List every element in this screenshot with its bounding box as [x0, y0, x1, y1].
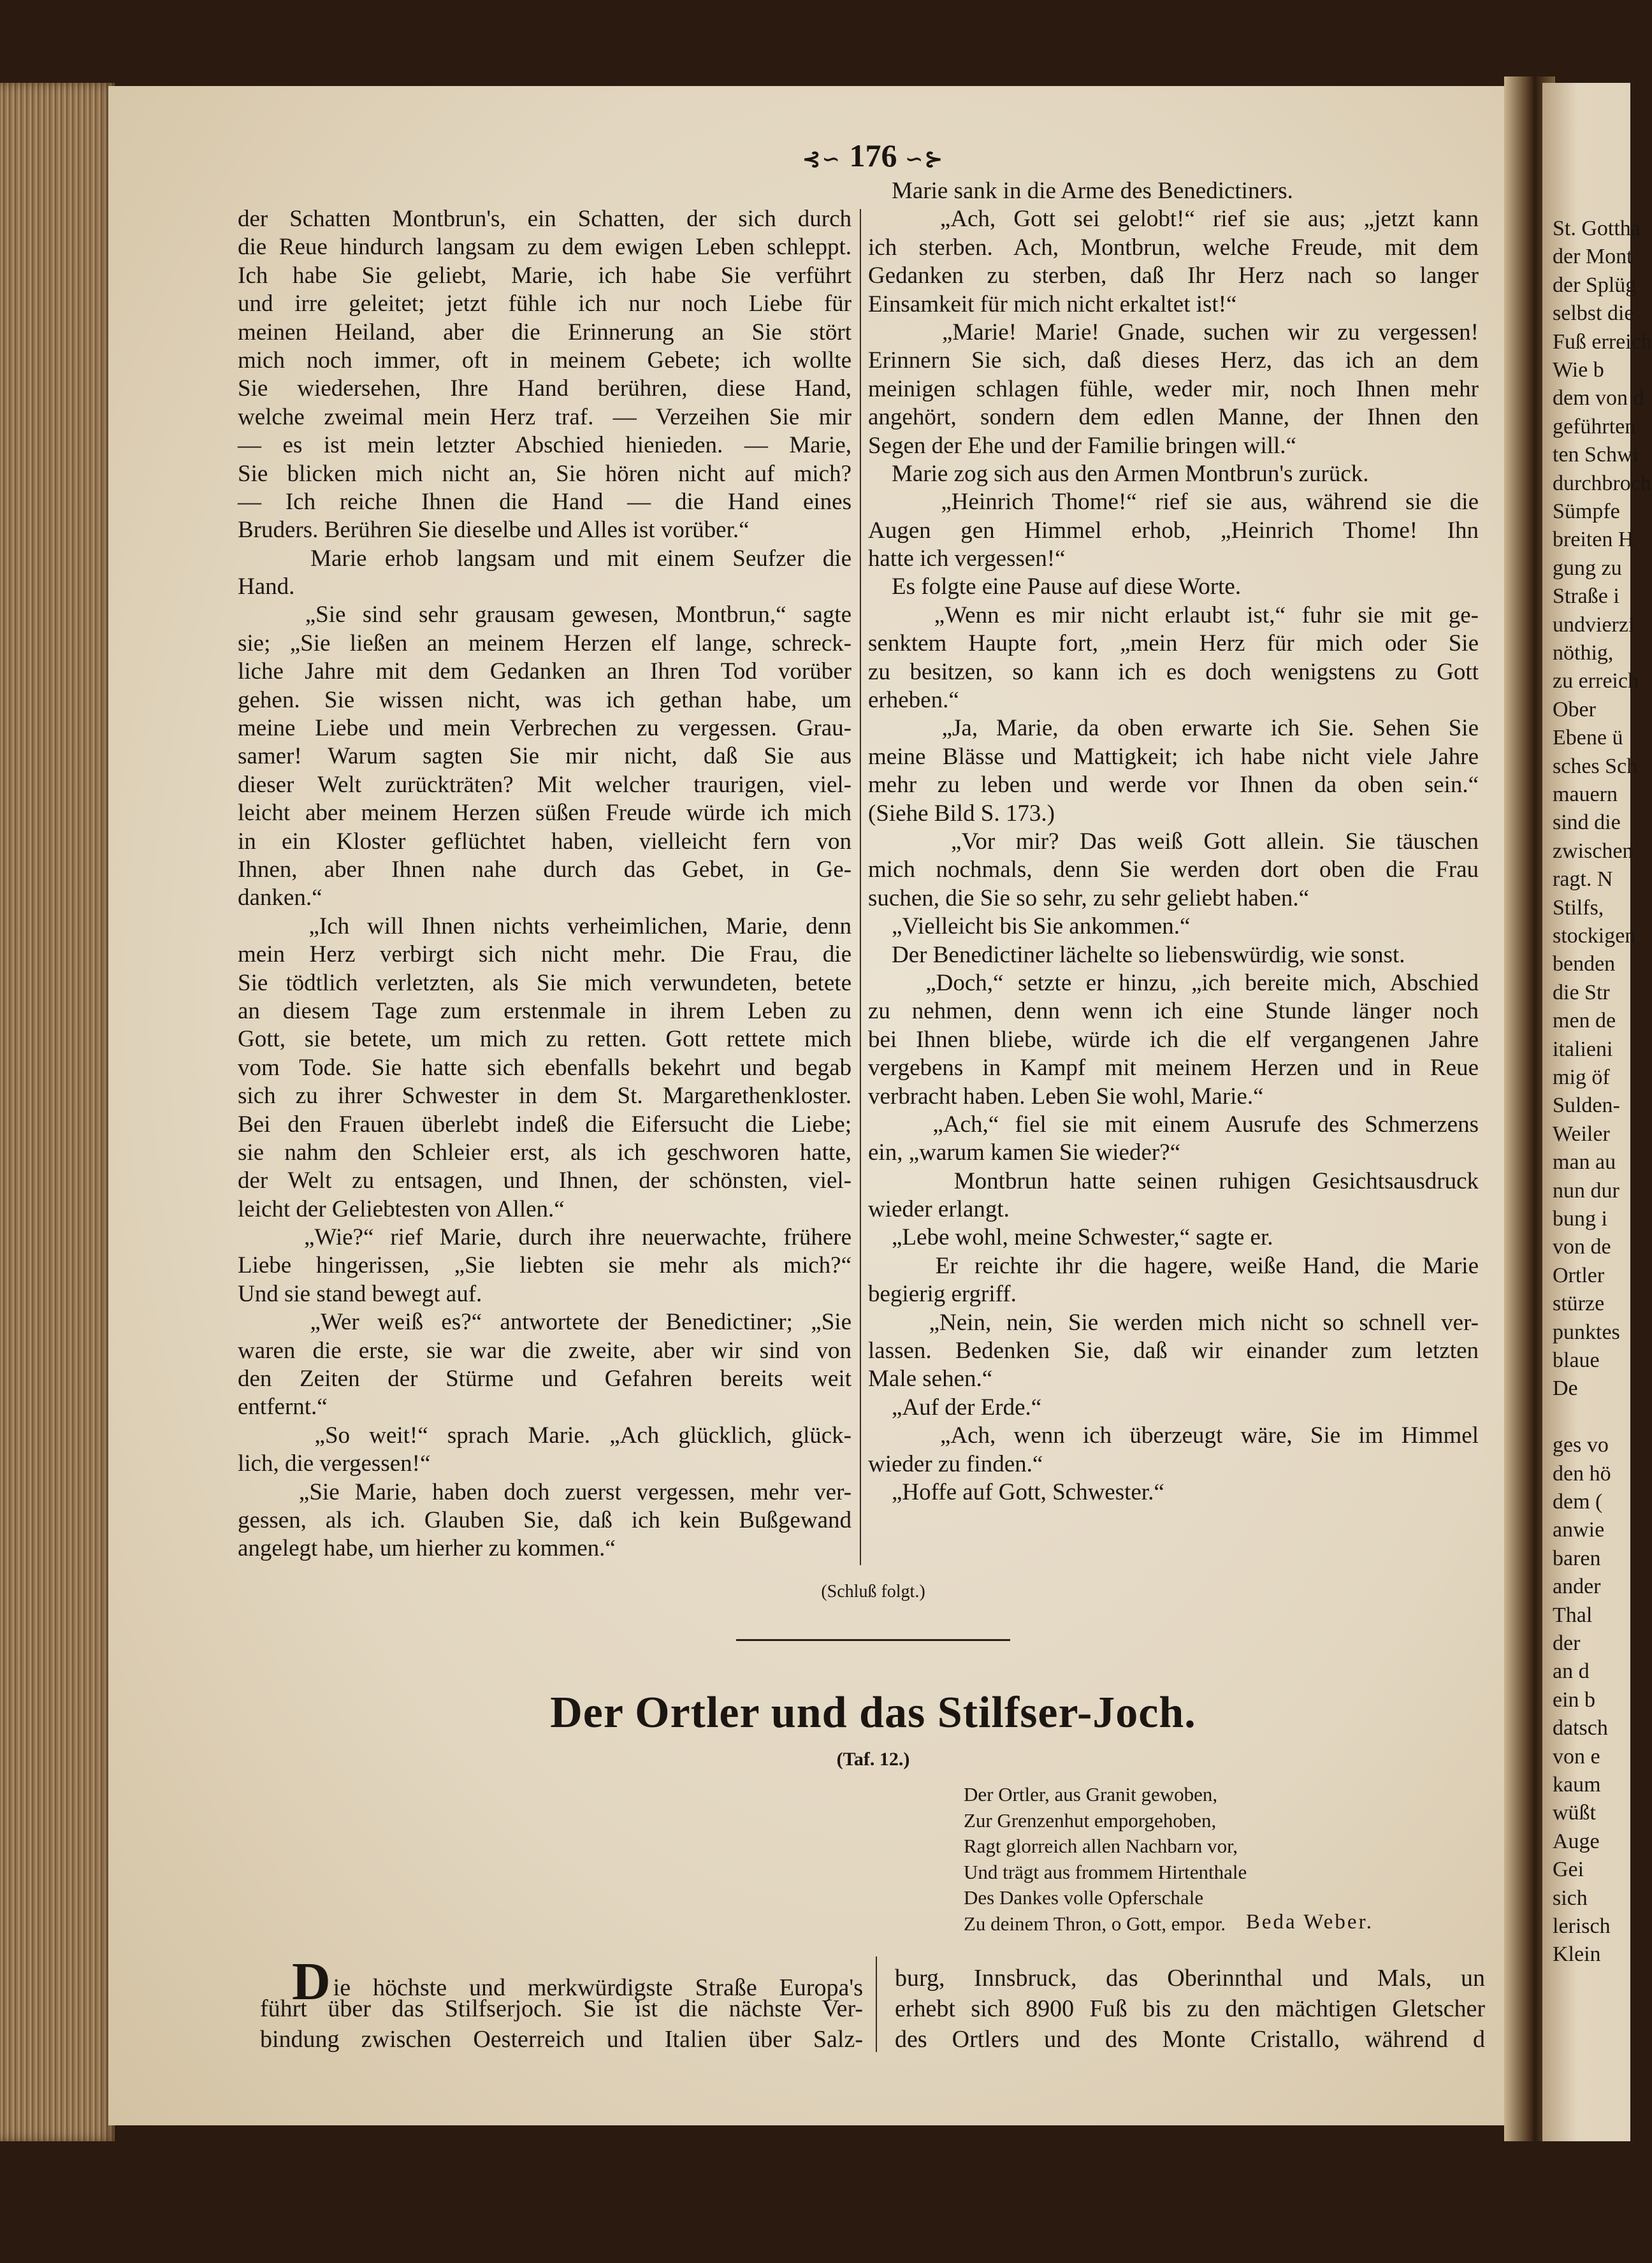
next-page-text-fragment: ragt. N — [1553, 867, 1613, 892]
continuation-note: (Schluß folgt.) — [821, 1582, 925, 1601]
text-line: mehr zu leben und werde vor Ihnen da oben sein.“ — [868, 772, 1479, 799]
text-line: angelegt habe, um hierher zu kommen.“ — [238, 1535, 616, 1562]
next-page-text-fragment: ander — [1553, 1575, 1601, 1599]
text-line: sie nahm den Schleier erst, als ich geschworen hatte, — [238, 1139, 851, 1166]
poem-line: Des Dankes volle Opferschale — [964, 1886, 1204, 1909]
text-line: Marie erhob langsam und mit einem Seufzer die — [238, 545, 851, 572]
text-line: „Wie?“ rief Marie, durch ihre neuerwachte, frühere — [238, 1224, 851, 1251]
text-line: samer! Warum sagten Sie mir nicht, daß Sie aus — [238, 743, 851, 770]
text-line: meine Blässe und Mattigkeit; ich habe nicht viele Jahre — [868, 743, 1479, 770]
next-page-text-fragment: Klein — [1553, 1942, 1601, 1967]
poem-author: Beda Weber. — [1245, 1911, 1373, 1934]
next-page-text-fragment: nöthig, — [1553, 641, 1614, 665]
next-page-text-fragment: den hö — [1553, 1461, 1611, 1486]
next-page-text-fragment: stockigen — [1553, 924, 1636, 948]
page-number-value: 176 — [849, 138, 897, 173]
next-page-text-fragment: die Str — [1553, 980, 1610, 1004]
next-page-text-fragment: italieni — [1553, 1037, 1613, 1061]
text-line: „Ich will Ihnen nichts verheimlichen, Marie, denn — [238, 913, 851, 939]
text-line: — Ich reiche Ihnen die Hand — die Hand eines — [238, 488, 851, 515]
article-body-right — [895, 1963, 1485, 2055]
poem-line: Zu deinem Thron, o Gott, empor. — [964, 1912, 1226, 1935]
text-line: lich, die vergessen!“ — [238, 1450, 431, 1477]
next-page-text-fragment: Ebene ü — [1553, 726, 1623, 750]
text-line: vergebens in Kampf mit meinem Herzen und in Reue — [868, 1055, 1479, 1081]
next-page-text-fragment: datsch — [1553, 1716, 1608, 1740]
text-line: „Ach, Gott sei gelobt!“ rief sie aus; „jetzt kann — [868, 206, 1479, 233]
next-page-text-fragment: Thal — [1553, 1603, 1593, 1627]
page-number — [765, 137, 982, 174]
next-page-text-fragment: ein b — [1553, 1688, 1596, 1712]
text-line: wieder erlangt. — [868, 1196, 1010, 1223]
text: ie höchste und merkwürdigste Straße Europa's — [333, 1974, 863, 2001]
text-line: meinen Heiland, aber die Erinnerung an Sie stört — [238, 319, 851, 345]
next-page-text-fragment: dem ( — [1553, 1490, 1603, 1514]
ornament-right: ∽⊱ — [905, 148, 944, 171]
text-line: in ein Kloster geflüchtet haben, vielleicht fern von — [238, 828, 851, 855]
next-page-text-fragment: De — [1553, 1377, 1578, 1401]
text-line: suchen, die Sie so sehr, zu sehr geliebt haben.“ — [868, 885, 1310, 911]
next-page-text-fragment: ten Schwi — [1553, 443, 1639, 467]
ornament-left: ⊰∽ — [802, 148, 841, 171]
text-line: burg, Innsbruck, das Oberinnthal und Mals, un — [895, 1965, 1485, 1992]
text-line: „Heinrich Thome!“ rief sie aus, während sie die — [868, 489, 1479, 516]
text-line: „Ach,“ fiel sie mit einem Ausrufe des Schmerzens — [868, 1111, 1479, 1138]
next-page-text-fragment: geführten — [1553, 414, 1636, 438]
text-line: „Nein, nein, Sie werden mich nicht so schnell ver- — [868, 1309, 1479, 1336]
next-page-text-fragment: von de — [1553, 1235, 1611, 1259]
next-page-text-fragment: Auge — [1553, 1829, 1600, 1853]
text-line: mein Herz verbirgt sich nicht mehr. Die Frau, die — [238, 941, 851, 968]
text-line: bei Ihnen bliebe, würde ich die elf vergangenen Jahre — [868, 1026, 1479, 1053]
text-line: der Schatten Montbrun's, ein Schatten, der sich durch — [238, 206, 851, 232]
book-page-edges — [0, 83, 115, 2141]
text-line: Er reichte ihr die hagere, weiße Hand, die Marie — [868, 1252, 1479, 1279]
text-line: Gott, sie betete, um mich zu retten. Gott rettete mich — [238, 1026, 851, 1053]
text-line: ich sterben. Ach, Montbrun, welche Freude, mit dem — [868, 234, 1479, 261]
next-page-text-fragment: breiten H — [1553, 528, 1634, 552]
next-page-text-fragment: mig öf — [1553, 1066, 1610, 1089]
next-page-text-fragment: undvierzi — [1553, 612, 1635, 637]
next-page-text-fragment: mauern — [1553, 783, 1618, 806]
text-line: (Siehe Bild S. 173.) — [868, 800, 1055, 827]
next-page-text-fragment: von e — [1553, 1744, 1600, 1768]
text-line: welche zweimal mein Herz traf. — Verzeihen Sie mir — [238, 403, 851, 430]
next-page-text-fragment: kaum — [1553, 1773, 1601, 1797]
text-line: der Welt zu entsagen, und Ihnen, der schönsten, viel- — [238, 1168, 851, 1194]
text-line: Bruders. Berühren Sie dieselbe und Alles ist vorüber.“ — [238, 517, 750, 544]
article-title: Der Ortler und das Stilfser-Joch. — [550, 1688, 1196, 1737]
poem-line: Ragt glorreich allen Nachbarn vor, — [964, 1835, 1238, 1857]
text-line: danken.“ — [238, 885, 322, 911]
text-line: und irre geleitet; jetzt fühle ich nur noch Liebe für — [238, 291, 851, 317]
text-line: Der Benedictiner lächelte so liebenswürdig, wie sonst. — [868, 941, 1405, 968]
column-divider-bottom — [876, 1956, 877, 2052]
next-page-text-fragment: der Mont — [1553, 245, 1633, 269]
text-line: „Auf der Erde.“ — [868, 1394, 1042, 1421]
text-line: „Marie! Marie! Gnade, suchen wir zu vergessen! — [868, 319, 1479, 345]
next-page-text-fragment: benden — [1553, 952, 1616, 976]
text-line: entfernt.“ — [238, 1394, 328, 1421]
text-line: Und sie stand bewegt auf. — [238, 1280, 482, 1307]
article-body-left — [260, 1952, 863, 2055]
text-line: meinigen schlagen fühle, weder mir, noch Ihnen mehr — [868, 375, 1479, 402]
next-page-text-fragment: man au — [1553, 1150, 1616, 1175]
text-line: Marie sank in die Arme des Benedictiners. — [868, 178, 1293, 204]
text-line: hatte ich vergessen!“ — [868, 546, 1066, 572]
text-line: angehört, sondern dem edlen Manne, der Ihnen den — [868, 404, 1479, 431]
text-line: dieser Welt zurückträten? Mit welcher traurigen, viel- — [238, 771, 851, 798]
text-line: „Ach, wenn ich überzeugt wäre, Sie im Himmel — [868, 1422, 1479, 1449]
text-line: verbracht haben. Leben Sie wohl, Marie.“ — [868, 1083, 1264, 1110]
text-line: liche Jahre mit dem Gedanken an Ihren Tod vorüber — [238, 658, 851, 685]
text-line: Ihnen, aber Ihnen nahe durch das Gebet, in Ge- — [238, 856, 851, 883]
text-line: „So weit!“ sprach Marie. „Ach glücklich, glück- — [238, 1422, 851, 1449]
next-page-text-fragment: ges vo — [1553, 1433, 1609, 1457]
text-line: Montbrun hatte seinen ruhigen Gesichtsausdruck — [868, 1168, 1479, 1194]
next-page-text-fragment: anwie — [1553, 1518, 1605, 1542]
next-page-text-fragment: sches Sch — [1553, 754, 1638, 778]
text-line: „Sie Marie, haben doch zuerst vergessen, mehr ver- — [238, 1479, 851, 1505]
next-page-text-fragment: gung zu — [1553, 556, 1622, 580]
text-line: führt über das Stilfserjoch. Sie ist die nächste Ver- — [260, 1995, 863, 2022]
text-line: meine Liebe und mein Verbrechen zu vergessen. Grau- — [238, 715, 851, 742]
next-page-text-fragment: men de — [1553, 1009, 1616, 1033]
text-line: Sie wiedersehen, Ihre Hand berühren, diese Hand, — [238, 375, 851, 402]
text-line: an diesem Tage zum erstenmale in ihrem Leben zu — [238, 997, 851, 1024]
drop-cap: D — [292, 1952, 331, 2011]
next-page-text-fragment: dem von d — [1553, 386, 1644, 410]
text-line: „Vielleicht bis Sie ankommen.“ — [868, 913, 1191, 940]
next-page-text-fragment: St. Gottha — [1553, 217, 1641, 240]
next-page-text-fragment: Sulden- — [1553, 1094, 1620, 1118]
text-line: Bei den Frauen überlebt indeß die Eifersucht die Liebe; — [238, 1111, 851, 1138]
next-page-text-fragment: der Splüg — [1553, 273, 1637, 297]
text-line: — es ist mein letzter Abschied hienieden. — Marie, — [238, 432, 851, 459]
text-line: erheben.“ — [868, 687, 959, 714]
next-page-text-fragment: an d — [1553, 1659, 1590, 1684]
text-line: Sie blicken mich nicht an, Sie hören nicht auf mich? — [238, 460, 851, 487]
text-line: „Lebe wohl, meine Schwester,“ sagte er. — [868, 1224, 1273, 1251]
text-line: gessen, als ich. Glauben Sie, daß ich kein Bußgewand — [238, 1507, 851, 1533]
text-line: Sie tödtlich verletzten, als Sie mich verwundeten, betete — [238, 969, 851, 996]
text-line: Hand. — [238, 574, 295, 600]
text-line: Marie zog sich aus den Armen Montbrun's zurück. — [868, 460, 1369, 487]
text-line: Male sehen.“ — [868, 1366, 993, 1392]
text-line: waren die erste, sie war die zweite, aber wir sind von — [238, 1337, 851, 1364]
next-page-text-fragment: Gei — [1553, 1858, 1584, 1882]
next-page-text-fragment: selbst die — [1553, 301, 1634, 326]
poem-line: Zur Grenzenhut emporgehoben, — [964, 1809, 1217, 1832]
text-line: „Vor mir? Das weiß Gott allein. Sie täuschen — [868, 828, 1479, 855]
story-right-column — [868, 177, 1479, 1507]
text-line: „Wer weiß es?“ antwortete der Benedictiner; „Sie — [238, 1309, 851, 1336]
text-line: bindung zwischen Oesterreich und Italien über Salz- — [260, 2026, 863, 2053]
text-line: den Zeiten der Stürme und Gefahren bereits weit — [238, 1366, 851, 1392]
text-line: Augen gen Himmel erhob, „Heinrich Thome! Ihn — [868, 517, 1479, 544]
text-line: „Ja, Marie, da oben erwarte ich Sie. Sehen Sie — [868, 715, 1479, 742]
next-page-text-fragment: baren — [1553, 1546, 1601, 1570]
text-line: gehen. Sie wissen nicht, was ich gethan habe, um — [238, 686, 851, 713]
text-line: „Hoffe auf Gott, Schwester.“ — [868, 1479, 1164, 1505]
text-line: „Wenn es mir nicht erlaubt ist,“ fuhr sie mit ge- — [868, 602, 1479, 628]
text-line: Einsamkeit für mich nicht erkaltet ist!“ — [868, 291, 1237, 317]
text-line: mich nochmals, denn Sie werden dort oben die Frau — [868, 857, 1479, 883]
column-divider — [860, 209, 861, 1565]
next-page-text-fragment: Weiler — [1553, 1122, 1610, 1146]
next-page-text-fragment: stürze — [1553, 1292, 1605, 1316]
text-line: „Doch,“ setzte er hinzu, „ich bereite mich, Abschied — [868, 969, 1479, 996]
text-line: „Sie sind sehr grausam gewesen, Montbrun,“ sagte — [238, 602, 851, 628]
next-page-text-fragment: Stilfs, — [1553, 895, 1604, 920]
text-line: Gedanken zu sterben, daß Ihr Herz nach so langer — [868, 263, 1479, 289]
next-page-text-fragment: Ortler — [1553, 1263, 1605, 1287]
next-page-text-fragment: lerisch — [1553, 1914, 1611, 1938]
text-line: sich zu ihrer Schwester in dem St. Margarethenkloster. — [238, 1083, 851, 1110]
text-line: mich noch immer, oft in meinem Gebete; ich wollte — [238, 347, 851, 373]
next-page-text-fragment: Sümpfe — [1553, 500, 1620, 523]
next-page-text-fragment: sind die — [1553, 811, 1621, 835]
poem-line: Der Ortler, aus Granit gewoben, — [964, 1783, 1218, 1805]
next-page-text-fragment: Straße i — [1553, 584, 1619, 609]
section-divider — [736, 1639, 1010, 1641]
next-page-text-fragment: punktes — [1553, 1320, 1620, 1344]
text-line: des Ortlers und des Monte Cristallo, während d — [895, 2026, 1485, 2053]
poem-line: Und trägt aus frommem Hirtenthale — [964, 1860, 1247, 1883]
text-line: wieder zu finden.“ — [868, 1450, 1043, 1477]
text-line: Es folgte eine Pause auf diese Worte. — [868, 574, 1242, 600]
text-line: senktem Haupte fort, „mein Herz für mich oder Sie — [868, 630, 1479, 657]
text-line: erhebt sich 8900 Fuß bis zu den mächtigen Gletscher — [895, 1995, 1485, 2022]
next-page-sliver — [1542, 83, 1652, 2141]
next-page-text-fragment: blaue — [1553, 1348, 1600, 1372]
next-page-text-fragment: Wie b — [1553, 358, 1604, 382]
next-page-text-fragment: nun dur — [1553, 1178, 1619, 1203]
text-line: die Reue hindurch langsam zu dem ewigen Leben schleppt. — [238, 234, 851, 261]
next-page-text-fragment: sich — [1553, 1886, 1588, 1910]
text-line: Erinnern Sie sich, daß dieses Herz, das ich an dem — [868, 347, 1479, 374]
next-page-text-fragment: durchbroch — [1553, 471, 1651, 495]
text-line: leicht aber meinem Herzen süßen Freude würde ich mich — [238, 800, 851, 827]
text-line: vom Tode. Sie hatte sich ebenfalls bekehrt und begab — [238, 1054, 851, 1081]
next-page-text-fragment: zu erreich — [1553, 669, 1639, 693]
text-line: begierig ergriff. — [868, 1281, 1017, 1308]
next-page-text-fragment: wüßt — [1553, 1801, 1596, 1825]
text-line: Ich habe Sie geliebt, Marie, ich habe Sie verführt — [238, 262, 851, 289]
next-page-text-fragment: der — [1553, 1631, 1581, 1655]
next-page-text-fragment: Ober — [1553, 697, 1596, 721]
text-line: zu nehmen, denn wenn ich eine Stunde länger noch — [868, 998, 1479, 1025]
story-left-column — [238, 205, 851, 1563]
next-page-text-fragment: Fuß erreich — [1553, 329, 1652, 354]
text-line: Segen der Ehe und der Familie bringen will.“ — [868, 432, 1296, 459]
text-line: leicht der Geliebtesten von Allen.“ — [238, 1196, 565, 1222]
text-line: lassen. Bedenken Sie, daß wir einander zum letzten — [868, 1338, 1479, 1364]
plate-reference: (Taf. 12.) — [836, 1749, 910, 1770]
text-line: Liebe hingerissen, „Sie liebten sie mehr als mich?“ — [238, 1252, 851, 1279]
text-line: zu besitzen, so kann ich es doch wenigstens zu Gott — [868, 658, 1479, 685]
next-page-text-fragment: bung i — [1553, 1207, 1607, 1231]
text-line: ein, „warum kamen Sie wieder?“ — [868, 1139, 1181, 1166]
next-page-text-fragment: zwischen — [1553, 839, 1634, 863]
text-line: sie; „Sie ließen an meinem Herzen elf lange, schreck- — [238, 630, 851, 656]
